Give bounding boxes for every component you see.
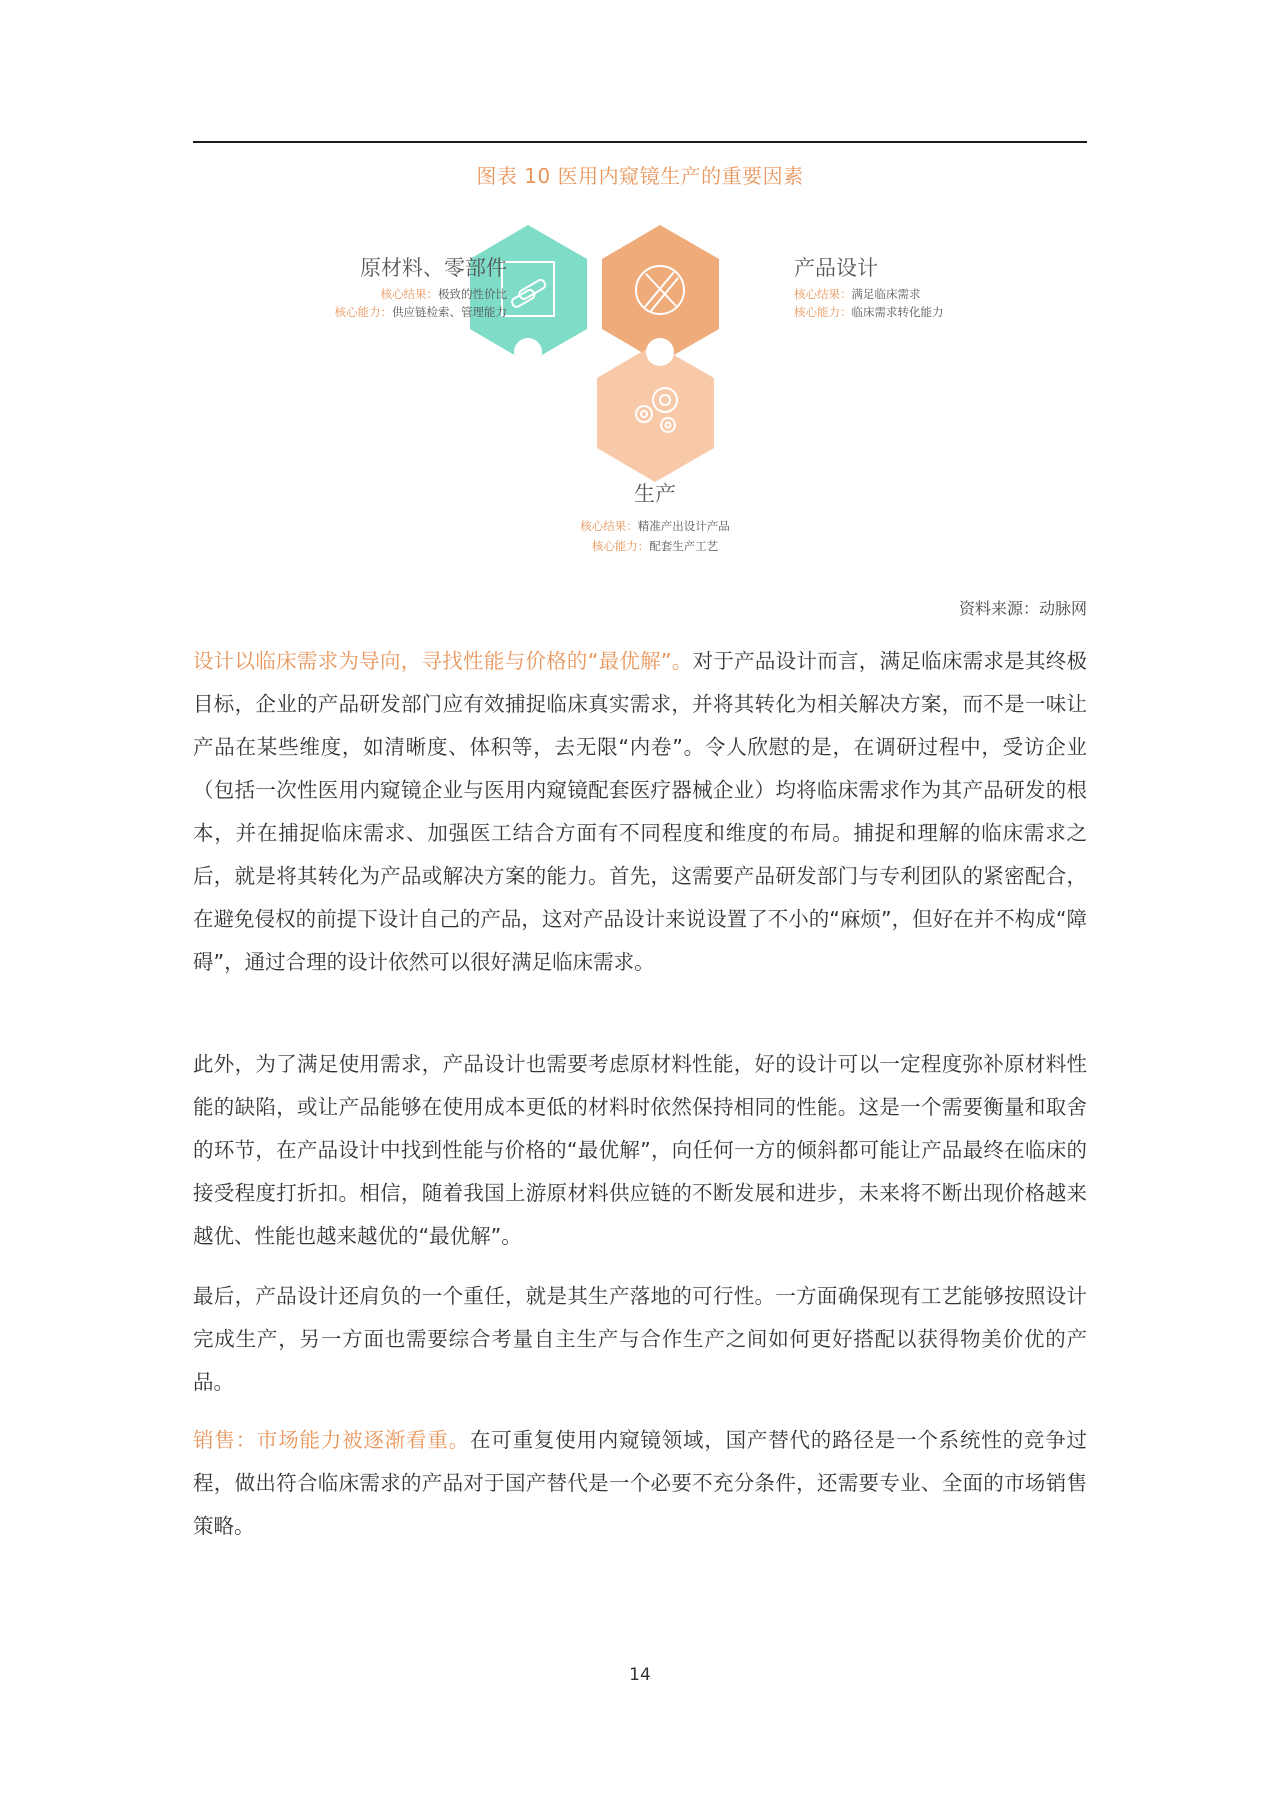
node-label-product-design: 产品设计: [794, 256, 878, 280]
factor-diagram: [0, 0, 1280, 600]
node-result-production: 核心结果：精准产出设计产品: [580, 519, 730, 533]
paragraph-design: 设计以临床需求为导向，寻找性能与价格的“最优解”。对于产品设计而言，满足临床需求是其终极目标，企业的产品研发部门应有效捕捉临床真实需求，并将其转化为相关解决方案，而不是一味让产品在某些维度，如清晰度、体积等，去无限“内卷”。令人欣慰的是，在调研过程中，受访企业（包括一次性医用内窥镜企业与医用内窥镜配套医疗器械企业）均将临床需求作为其产品研发的根本，并在捕捉临床需求、加强医工结合方面有不同程度和维度的布局。捕捉和理解的临床需求之后，就是将其转化为产品或解决方案的能力。首先，这需要产品研发部门与专利团队的紧密配合，在避免侵权的前提下设计自己的产品，这对产品设计来说设置了不小的“麻烦”，但好在并不构成“障碍”，通过合理的设计依然可以很好满足临床需求。: [193, 649, 1087, 974]
node-ability-production: 核心能力：配套生产工艺: [591, 539, 719, 553]
paragraph-production: 最后，产品设计还肩负的一个重任，就是其生产落地的可行性。一方面确保现有工艺能够按照设计完成生产，另一方面也需要综合考量自主生产与合作生产之间如何更好搭配以获得物美价优的产品。: [193, 1284, 1087, 1394]
page-number: 14: [629, 1665, 651, 1685]
node-label-raw-materials: 原材料、零部件: [360, 256, 507, 280]
paragraph-materials: 此外，为了满足使用需求，产品设计也需要考虑原材料性能，好的设计可以一定程度弥补原材料性能的缺陷，或让产品能够在使用成本更低的材料时依然保持相同的性能。这是一个需要衡量和取舍的环节，在产品设计中找到性能与价格的“最优解”，向任何一方的倾斜都可能让产品最终在临床的接受程度打折扣。相信，随着我国上游原材料供应链的不断发展和进步，未来将不断出现价格越来越优、性能也越来越优的“最优解”。: [193, 1052, 1087, 1248]
node-label-production: 生产: [634, 482, 676, 506]
figure-title: 图表 10 医用内窥镜生产的重要因素: [476, 164, 804, 188]
node-result-raw-materials: 核心结果：极致的性价比: [380, 287, 507, 301]
node-ability-raw-materials: 核心能力：供应链检索、管理能力: [334, 305, 507, 319]
node-result-product-design: 核心结果：满足临床需求: [794, 287, 921, 301]
node-ability-product-design: 核心能力：临床需求转化能力: [794, 305, 944, 319]
paragraph-sales: 销售：市场能力被逐渐看重。在可重复使用内窥镜领域，国产替代的路径是一个系统性的竞争过程，做出符合临床需求的产品对于国产替代是一个必要不充分条件，还需要专业、全面的市场销售策略。: [193, 1428, 1088, 1538]
figure-source: 资料来源：动脉网: [958, 599, 1087, 618]
